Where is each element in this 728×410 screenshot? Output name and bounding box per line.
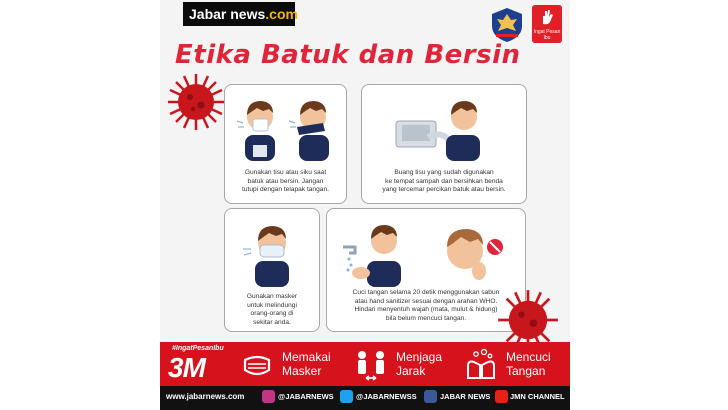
person-masked-illustration (241, 217, 305, 287)
page-title: Etika Batuk dan Bersin (175, 40, 521, 70)
campaign-hashtag: #IngatPesanIbu (172, 345, 224, 352)
mask-icon (240, 348, 274, 382)
instagram-icon[interactable] (262, 390, 275, 403)
footer-youtube-channel[interactable]: JMN CHANNEL (510, 392, 565, 401)
person-wiping-illustration (392, 93, 498, 161)
campaign-item-distance: Menjaga Jarak (396, 350, 443, 378)
youtube-icon[interactable] (495, 390, 508, 403)
card-caption: Gunakan tisu atau siku saat batuk atau bersin. Jangan tutupi dengan telapak tangan. (242, 169, 329, 193)
card-dispose-tissue (361, 84, 527, 204)
card-caption: Cuci tangan selama 20 detik menggunakan sabun atau hand sanitizer sesuai dengan arahan WHO. Hindari menyentuh wajah (mata, mulut & hidung) bila belum mencuci tangan. (352, 289, 500, 322)
footer-twitter-handle[interactable]: @JABARNEWSS (356, 392, 417, 401)
card-tissue-elbow (224, 84, 347, 204)
garuda-emblem-icon (488, 6, 526, 44)
person-coughing-illustration (233, 91, 339, 161)
poster (160, 0, 570, 410)
handwash-icon (462, 348, 500, 382)
virus-icon (166, 72, 226, 132)
footer-website-link[interactable]: www.jabarnews.com (166, 392, 245, 401)
card-caption: Gunakan masker untuk melindungi orang-orang di sekitar anda. (246, 293, 298, 326)
campaign-item-mask: Memakai Masker (282, 350, 331, 378)
card-caption: Buang tisu yang sudah digunakan ke tempat sampah dan bersihkan benda yang tercemar percikan batuk atau bersin. (382, 169, 506, 193)
campaign-label: 3M (168, 352, 205, 383)
card-wear-mask (224, 208, 320, 332)
footer-instagram-handle[interactable]: @JABARNEWS (278, 392, 334, 401)
hand-icon (538, 8, 556, 26)
footer-facebook-handle[interactable]: JABAR NEWS (440, 392, 491, 401)
distance-icon (354, 348, 388, 382)
facebook-icon[interactable] (424, 390, 437, 403)
campaign-item-handwash: Mencuci Tangan (506, 350, 551, 378)
twitter-icon[interactable] (340, 390, 353, 403)
person-washing-hands-illustration (337, 217, 517, 289)
ingat-pesan-ibu-badge: Ingat Pesan Ibu (532, 5, 562, 43)
jabarnews-logo[interactable]: Jabar news.com (183, 2, 295, 26)
